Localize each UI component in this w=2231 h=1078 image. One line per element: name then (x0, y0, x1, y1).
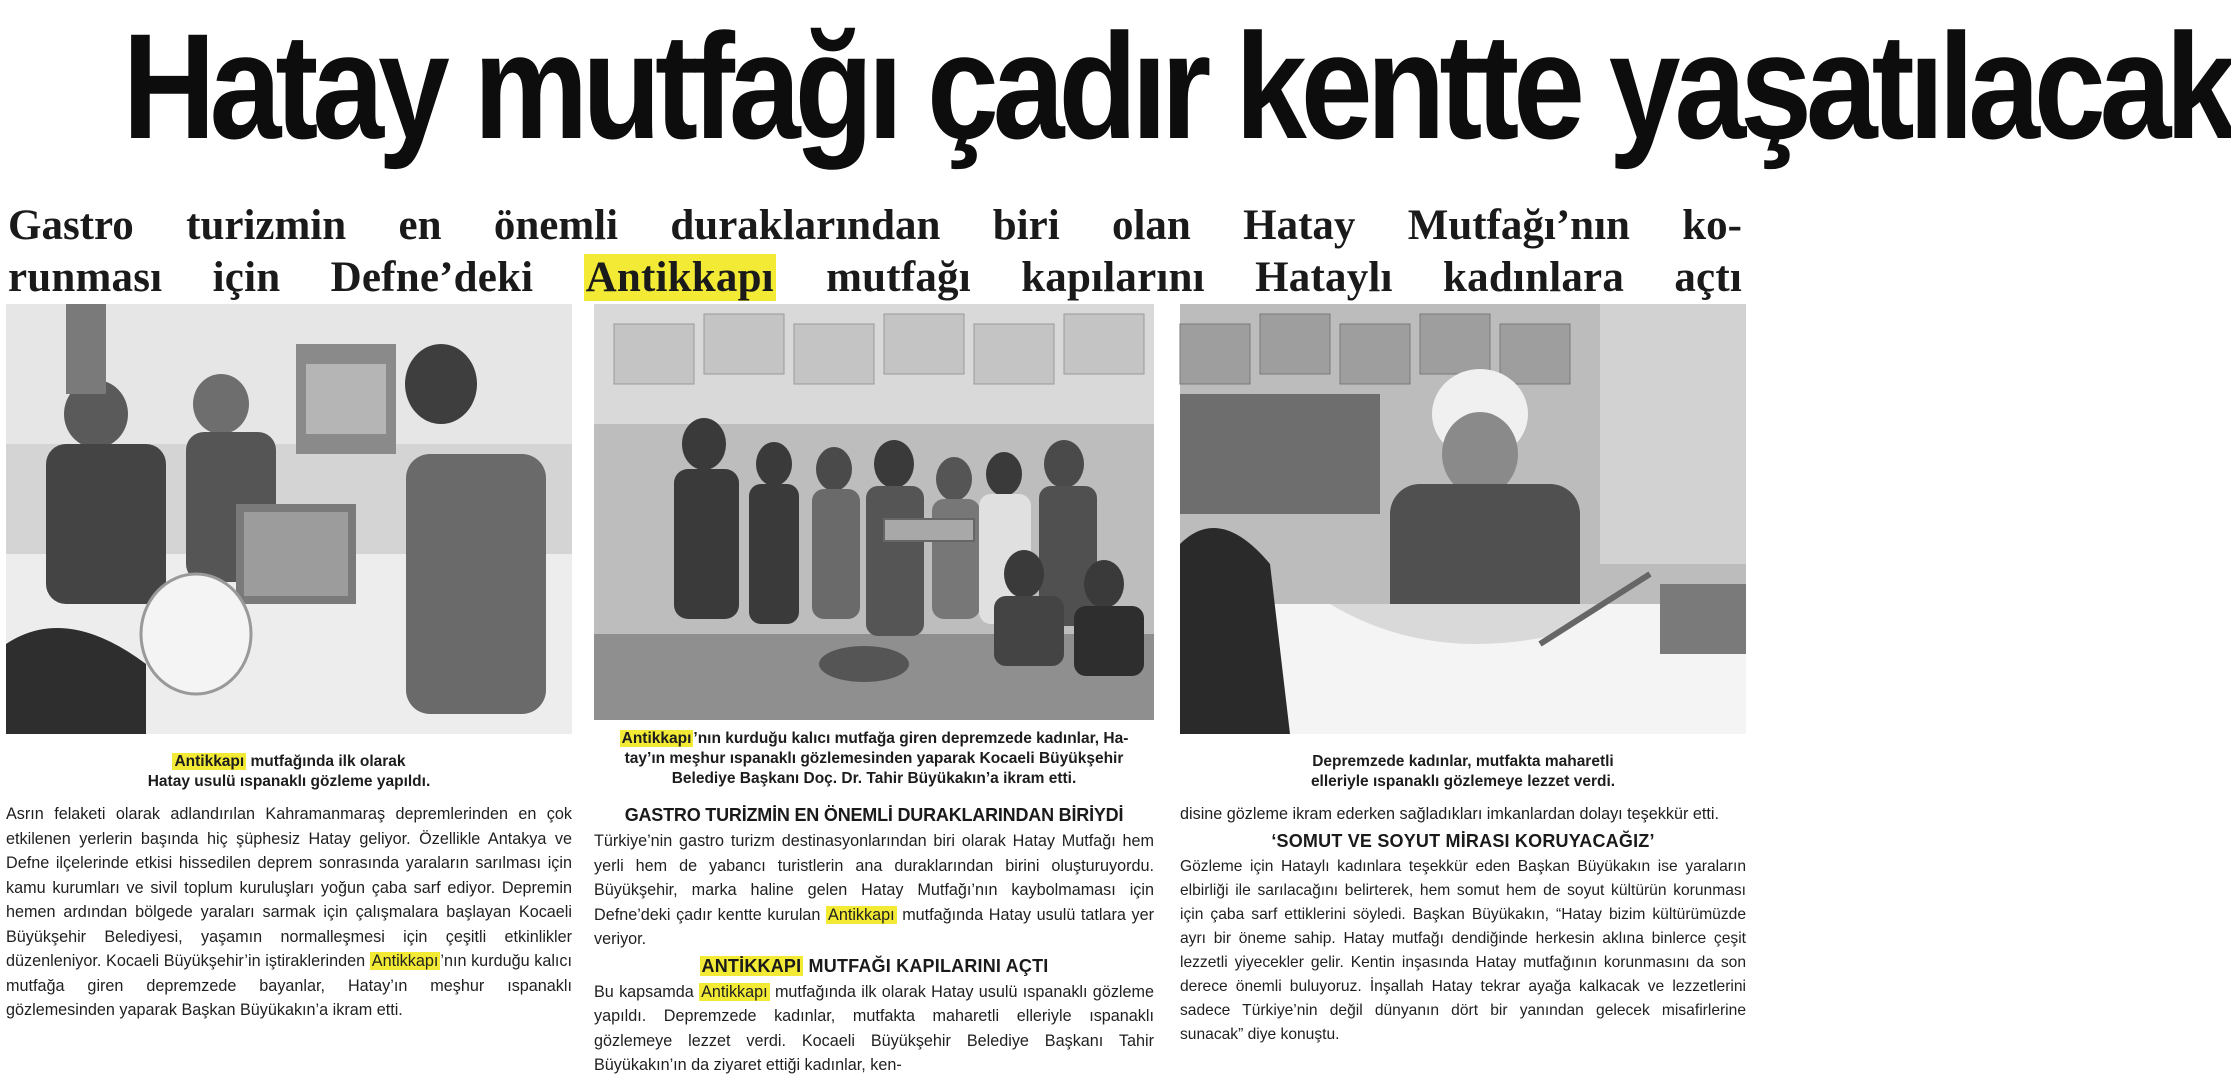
caption-1-highlight: Antikkapı (174, 753, 245, 770)
photo-woman-rolling-dough (1180, 304, 1746, 734)
column-2-subheading-1: GASTRO TURİZMİN EN ÖNEMLİ DURAKLARINDAN BİRİYDİ (624, 805, 1124, 825)
deck-highlight: Antikkapı (585, 254, 774, 301)
column-2-text-1b: mutfağında Hatay usulü tatlara yer veriyor. (594, 905, 1154, 948)
column-3-subheading: ‘SOMUT VE SOYUT MİRASI KORUYACAĞIZ’ (1271, 830, 1655, 851)
column-3-paragraph-1: disine gözleme ikram ederken sağladıkları imkanlardan dolayı teşekkür etti. (1180, 805, 1719, 823)
column-2-highlight-2: Antikkapı (701, 982, 768, 1001)
caption-photo-3 (1180, 752, 1746, 792)
column-2-paragraph-1 (594, 829, 1154, 952)
caption-1-line-b: Hatay usulü ıspanaklı gözleme yapıldı. (147, 773, 431, 790)
headline: Hatay mutfağı çadır kentte yaşatılacak (122, 2, 2231, 170)
column-2-text-2a: Bu kapsamda (594, 982, 700, 1001)
deck-line-2-pre: runması için Defne’deki (8, 254, 584, 301)
article-column-1 (6, 802, 572, 1023)
deck (8, 200, 1742, 304)
column-1-paragraph (6, 802, 572, 1023)
column-1-text-a: Asrın felaketi olarak adlandırılan Kahramanmaraş depremlerinden en çok etkilenen yerlerin başında hiç şüphesiz Hatay geliyor. Özellikle Antakya ve Defne ilçelerinde etkisi hissedilen deprem sonrasında yaraların sarılması için kamu kurumları ve sivil toplum kuruluşları yoğun çaba sarf ediyor. Depremin hemen ardından bölgede yaraları sarmak için çalışmalara başlayan Kocaeli Büyükşehir Belediyesi, yaşamın normalleşmesi için çeşitli etkinlikler düzenleniyor. Kocaeli Büyükşehir’in iştiraklerinden (6, 805, 572, 970)
column-2-paragraph-2 (594, 980, 1154, 1078)
caption-photo-2 (594, 729, 1154, 789)
column-1-highlight: Antikkapı (371, 952, 439, 970)
column-2-highlight-1: Antikkapı (828, 905, 895, 924)
column-1-text-b: ’nın kurduğu kalıcı mutfağa giren depremzede bayanlar, Hatay’ın meşhur ıspanaklı gözlemesinden yaparak Başkan Büyükakın’a ikram etti. (6, 952, 573, 1019)
caption-3-line-b: elleriyle ıspanaklı gözlemeye lezzet verdi. (1310, 773, 1616, 790)
photo-group-with-mayor (594, 304, 1154, 720)
article-column-3 (1180, 802, 1746, 1047)
caption-2-line-b: tay’ın meşhur ıspanaklı gözlemesinden yaparak Kocaeli Büyükşehir (624, 750, 1124, 767)
caption-2-highlight: Antikkapı (621, 730, 692, 747)
caption-1-line-a: mutfağında ilk olarak (246, 753, 406, 770)
photo-women-preparing-gozleme (6, 304, 572, 734)
deck-line-1: Gastro turizmin en önemli duraklarından biri olan Hatay Mutfağı’nın ko- (8, 202, 1742, 249)
column-2-text-1a: Türkiye’nin gastro turizm destinasyonlarından biri olarak Hatay Mutfağı hem yerli hem de yabancı turistlerin ana duraklarından birini oluşturuyordu. Büyükşehir, marka haline gelen Hatay Mutfağı’nın kaybolmaması için Defne’deki çadır kentte kurulan (594, 832, 1154, 924)
deck-line-2-post: mutfağı kapılarını Hataylı kadınlara açtı (775, 254, 1742, 301)
column-2-text-2b: mutfağında ilk olarak Hatay usulü ıspanaklı gözleme yapıldı. Depremzede kadınlar, mutfakta maharetli elleriyle ıspanaklı gözlemeye lezzet verdi. Kocaeli Büyükşehir Belediye Başkanı Tahir Büyükakın’ın da ziyaret ettiği kadınlar, ken- (594, 982, 1154, 1074)
caption-photo-1 (6, 752, 572, 792)
column-2-subheading-2-highlight: ANTİKKAPI (701, 955, 802, 976)
deck-line-2 (8, 252, 1742, 304)
caption-2-line-a: ’nın kurduğu kalıcı mutfağa giren depremzede kadınlar, Ha- (693, 730, 1129, 747)
column-3-paragraph-2: Gözleme için Hataylı kadınlara teşekkür eden Başkan Büyükakın ise yaraların elbirliği ile sarılacağını belirterek, hem somut hem de soyut kültürün korunması için çaba sarf ettiklerini söyledi. Başkan Büyükakın, “Hatay bizim kültürümüzde ayrı bir öneme sahip. Hatay mutfağı dendiğinde herkesin aklına binlerce çeşit lezzetli yiyecekler gelir. Kentin inşasında Hatay mutfağının korunmasını da son derece önemli buluyoruz. İnşallah Hatay tekrar ayağa kalkacak ve lezzetlerini sadece Türkiye’nin değil dünyanın dört bir yanından gelecek misafirlerine sunacak” diye konuştu. (1180, 857, 1746, 1043)
column-2-subheading-2-rest: MUTFAĞI KAPILARINI AÇTI (803, 955, 1049, 976)
column-2-subheading-2 (594, 952, 1154, 980)
article-column-2 (594, 801, 1154, 1078)
caption-3-line-a: Depremzede kadınlar, mutfakta maharetli (1312, 753, 1614, 770)
caption-2-line-c: Belediye Başkanı Doç. Dr. Tahir Büyükakın’a ikram etti. (671, 770, 1077, 787)
